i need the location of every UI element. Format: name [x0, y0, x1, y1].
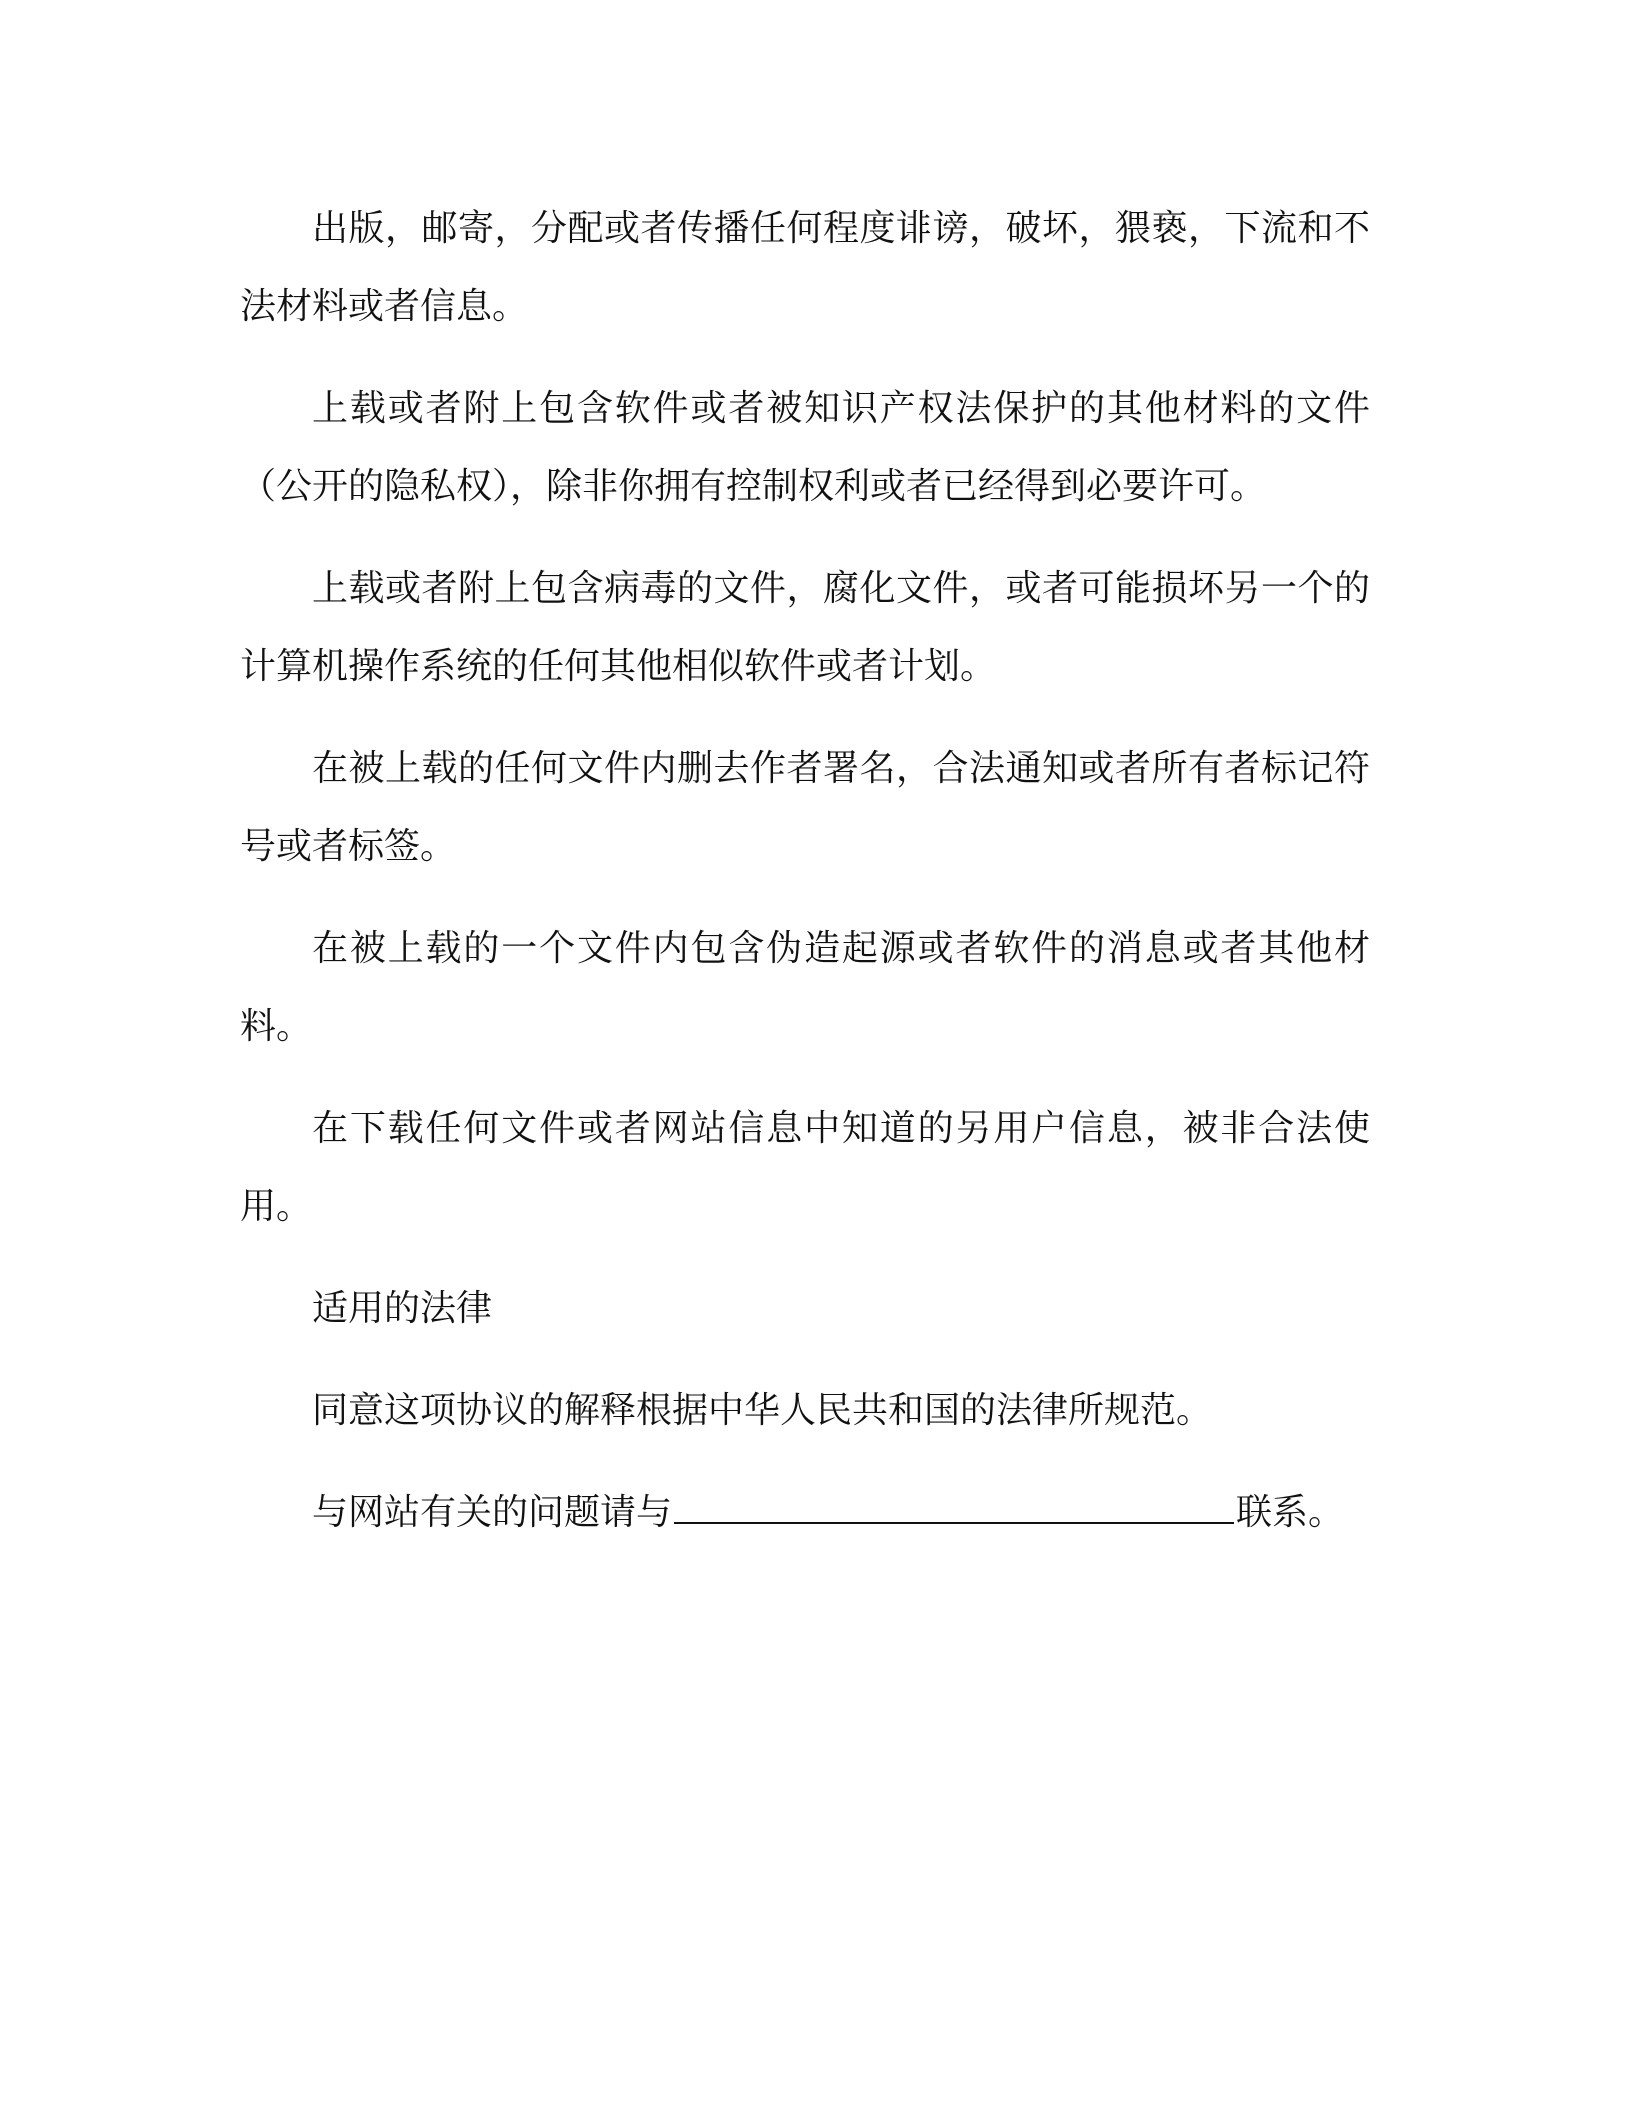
- contact-blank-line: [674, 1482, 1234, 1524]
- paragraph-ip-materials: 上载或者附上包含软件或者被知识产权法保护的其他材料的文件（公开的隐私权），除非你拥有控制权利或者已经得到必要许可。: [240, 388, 1370, 507]
- paragraph-author-attribution: 在被上载的任何文件内删去作者署名，合法通知或者所有者标记符号或者标签。: [240, 748, 1370, 867]
- document-body: [240, 190, 1370, 1576]
- paragraph-contact: [240, 1474, 1370, 1552]
- paragraph-user-info: 在下载任何文件或者网站信息中知道的另用户信息，被非合法使用。: [240, 1108, 1370, 1227]
- contact-suffix: 联系。: [1236, 1492, 1345, 1533]
- paragraph-forged-origin: 在被上载的一个文件内包含伪造起源或者软件的消息或者其他材料。: [240, 928, 1370, 1047]
- paragraph-governing-law: 同意这项协议的解释根据中华人民共和国的法律所规范。: [312, 1390, 1213, 1431]
- section-heading-applicable-law: 适用的法律: [312, 1288, 493, 1329]
- contact-prefix: 与网站有关的问题请与: [312, 1492, 673, 1533]
- paragraph-publishing: 出版，邮寄，分配或者传播任何程度诽谤，破坏，猥亵，下流和不法材料或者信息。: [240, 208, 1370, 327]
- paragraph-virus-files: 上载或者附上包含病毒的文件，腐化文件，或者可能损坏另一个的计算机操作系统的任何其他相似软件或者计划。: [240, 568, 1370, 687]
